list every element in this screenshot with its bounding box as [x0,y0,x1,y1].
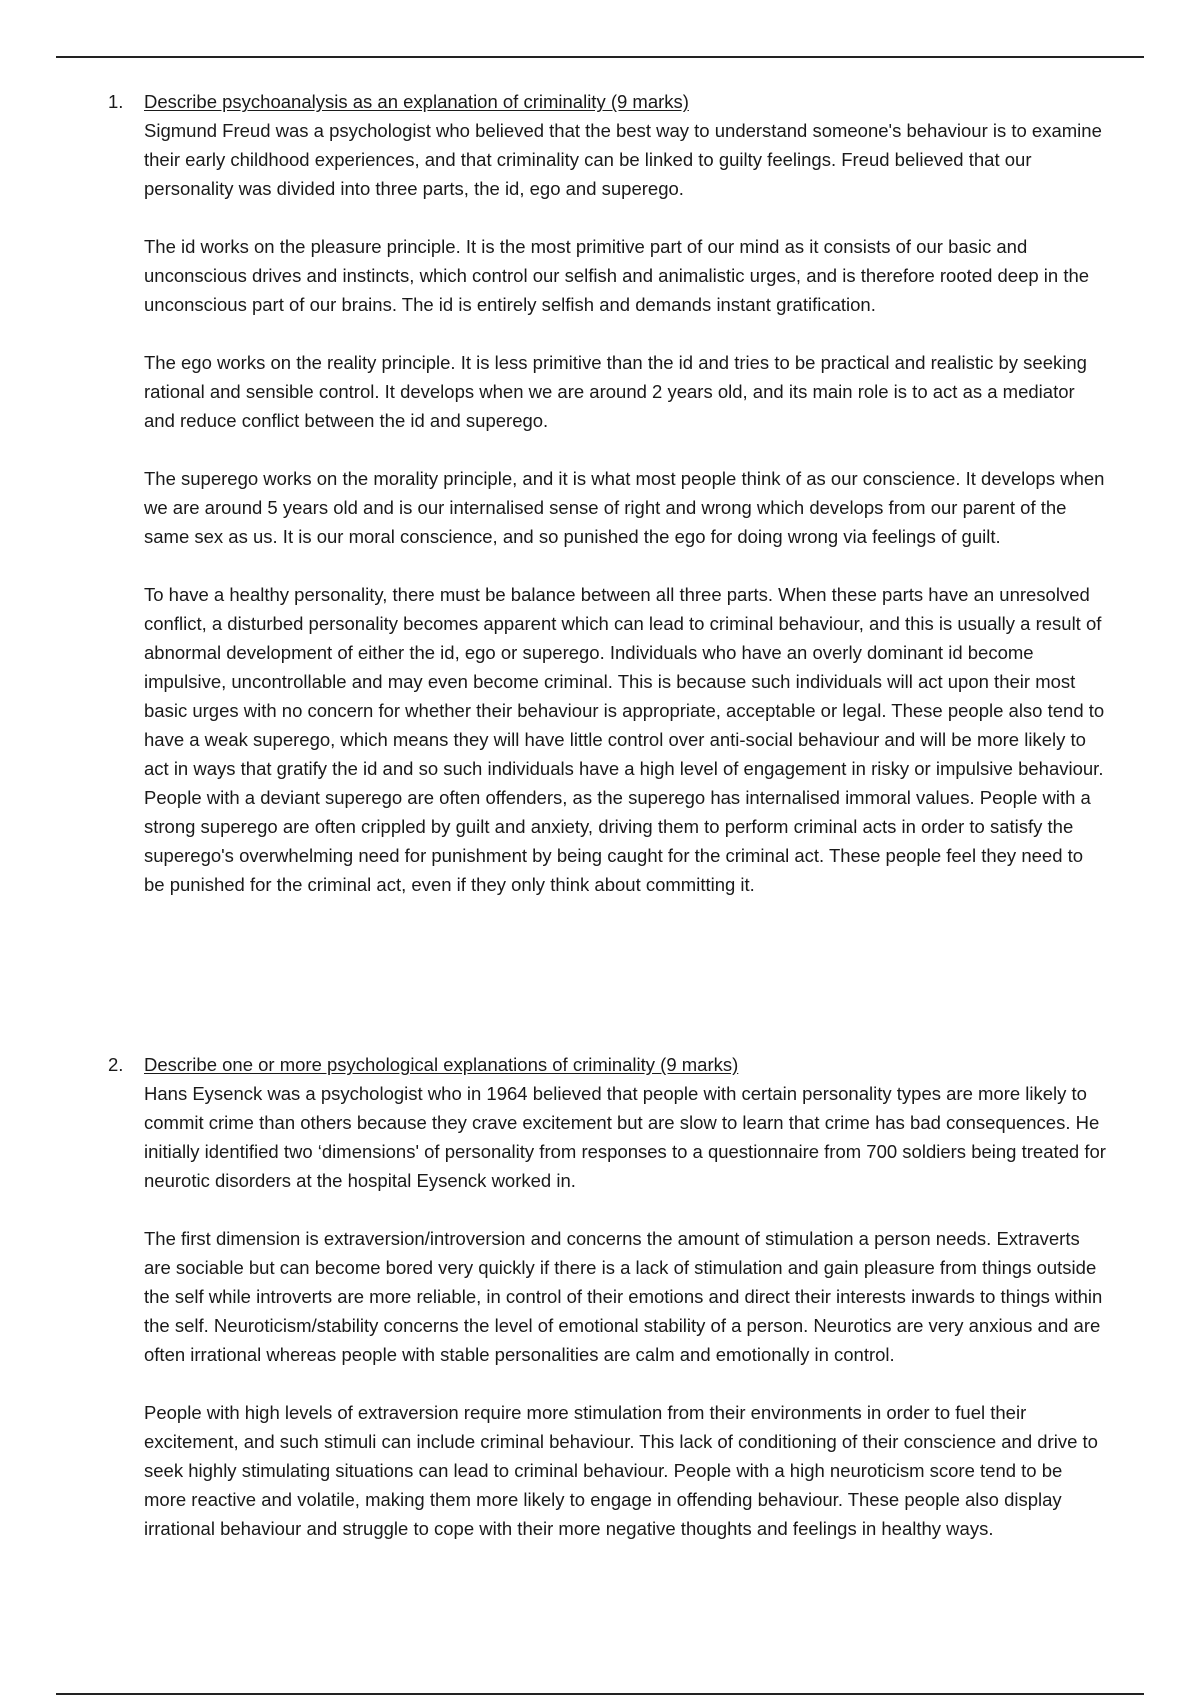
answer-text [144,1079,1108,1543]
question-title: Describe psychoanalysis as an explanation of criminality (9 marks) [144,91,689,112]
header-rule [56,56,1144,58]
paragraph: The id works on the pleasure principle. It is the most primitive part of our mind as it consists of our basic and unconscious drives and instincts, which control our selfish and animalistic urges, and is therefore rooted deep in the unconscious part of our brains. The id is entirely selfish and demands instant gratification. [144,236,1090,315]
question-header [108,1050,1108,1079]
paragraph: The ego works on the reality principle. It is less primitive than the id and tries to be practical and realistic by seeking rational and sensible control. It develops when we are around 2 years old, and its main role is to act as a mediator and reduce conflict between the id and superego. [144,352,1087,431]
paragraph: People with high levels of extraversion require more stimulation from their environments in order to fuel their excitement, and such stimuli can include criminal behaviour. This lack of conditioning of their conscience and drive to seek highly stimulating situations can lead to criminal behaviour. People with a high neuroticism score tend to be more reactive and volatile, making them more likely to engage in offending behaviour. These people also display irrational behaviour and struggle to cope with their more negative thoughts and feelings in healthy ways. [144,1402,1098,1539]
question-1 [108,87,1108,899]
question-number: 2. [108,1054,124,1075]
question-2 [108,1050,1108,1543]
question-number: 1. [108,91,124,112]
question-title: Describe one or more psychological explanations of criminality (9 marks) [144,1054,739,1075]
footer-rule [56,1693,1144,1695]
question-header [108,87,1108,116]
answer-text [144,116,1108,899]
paragraph: The first dimension is extraversion/introversion and concerns the amount of stimulation a person needs. Extraverts are sociable but can become bored very quickly if there is a lack of stimulation and gain pleasure from things outside the self while introverts are more reliable, in control of their emotions and direct their interests inwards to things within the self. Neuroticism/stability concerns the level of emotional stability of a person. Neurotics are very anxious and are often irrational whereas people with stable personalities are calm and emotionally in control. [144,1228,1103,1365]
paragraph: Sigmund Freud was a psychologist who believed that the best way to understand someone's behaviour is to examine their early childhood experiences, and that criminality can be linked to guilty feelings. Freud believed that our personality was divided into three parts, the id, ego and superego. [144,120,1102,199]
paragraph: Hans Eysenck was a psychologist who in 1964 believed that people with certain personality types are more likely to commit crime than others because they crave excitement but are slow to learn that crime has bad consequences. He initially identified two ‘dimensions' of personality from responses to a questionnaire from 700 soldiers being treated for neurotic disorders at the hospital Eysenck worked in. [144,1083,1106,1191]
paragraph: The superego works on the morality principle, and it is what most people think of as our conscience. It develops when we are around 5 years old and is our internalised sense of right and wrong which develops from our parent of the same sex as us. It is our moral conscience, and so punished the ego for doing wrong via feelings of guilt. [144,468,1105,547]
paragraph: To have a healthy personality, there must be balance between all three parts. When these parts have an unresolved conflict, a disturbed personality becomes apparent which can lead to criminal behaviour, and this is usually a result of abnormal development of either the id, ego or superego. Individuals who have an overly dominant id become impulsive, uncontrollable and may even become criminal. This is because such individuals will act upon their most basic urges with no concern for whether their behaviour is appropriate, acceptable or legal. These people also tend to have a weak superego, which means they will have little control over anti-social behaviour and will be more likely to act in ways that gratify the id and so such individuals have a high level of engagement in risky or impulsive behaviour. People with a deviant superego are often offenders, as the superego has internalised immoral values. People with a strong superego are often crippled by guilt and anxiety, driving them to perform criminal acts in order to satisfy the superego's overwhelming need for punishment by being caught for the criminal act. These people feel they need to be punished for the criminal act, even if they only think about committing it. [144,584,1105,895]
